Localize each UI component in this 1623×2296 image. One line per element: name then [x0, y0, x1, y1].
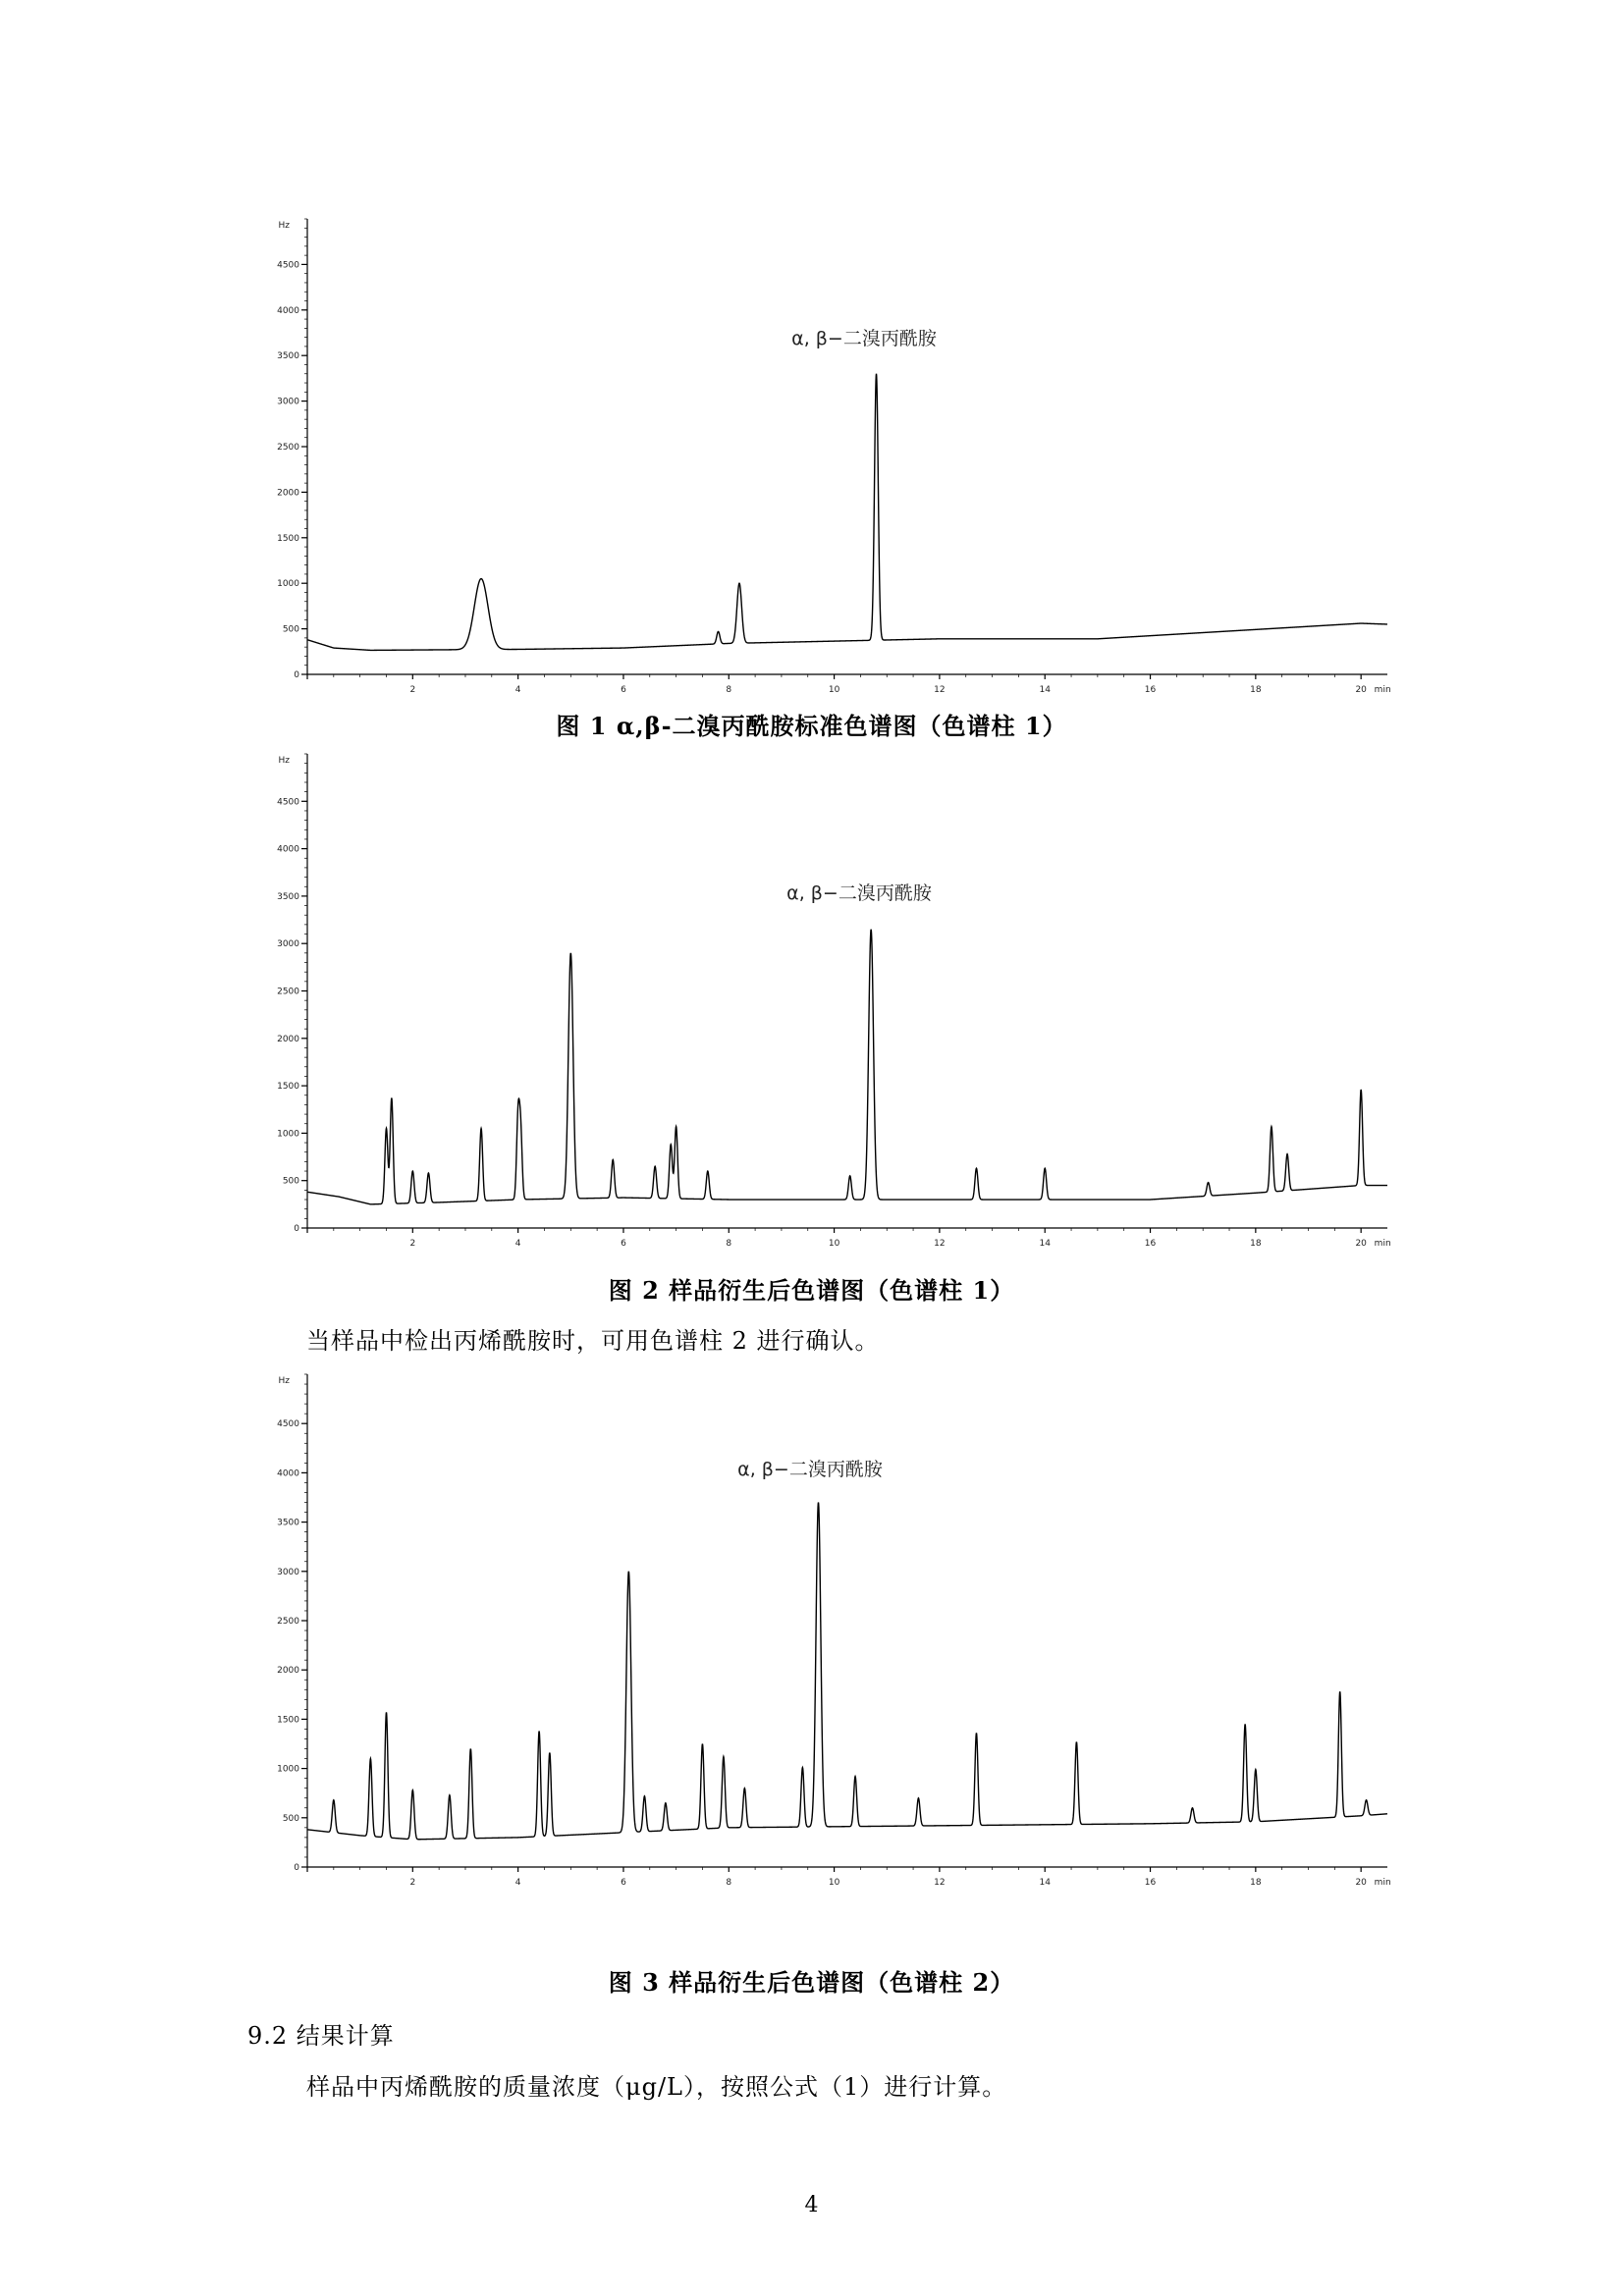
y-tick-label: 1500: [277, 1715, 299, 1726]
y-tick-label: 1000: [277, 1129, 299, 1140]
y-tick-label: 4500: [277, 260, 299, 271]
x-tick-label: 16: [1144, 1878, 1157, 1888]
y-tick-label: 3500: [277, 1518, 299, 1528]
x-tick-label: 8: [726, 1239, 732, 1249]
y-tick-label: 1500: [277, 1082, 299, 1093]
y-tick-label: 3000: [277, 1567, 299, 1577]
x-axis-unit: min: [1374, 1239, 1391, 1249]
figure-caption-1: 图 1 α,β-二溴丙酰胺标准色谱图（色谱柱 1）: [556, 712, 1067, 740]
figure-caption-2: 图 2 样品衍生后色谱图（色谱柱 1）: [608, 1276, 1015, 1305]
y-tick-label: 3000: [277, 939, 299, 950]
x-tick-label: 12: [934, 1878, 946, 1888]
x-axis-unit: min: [1374, 1878, 1391, 1888]
x-tick-label: 18: [1250, 1239, 1262, 1249]
x-tick-label: 8: [726, 685, 732, 695]
x-tick-label: 14: [1039, 1239, 1051, 1249]
confirm-paragraph: 当样品中检出丙烯酰胺时，可用色谱柱 2 进行确认。: [306, 1327, 880, 1355]
y-tick-label: 4500: [277, 1419, 299, 1430]
peak-label: α, β−二溴丙酰胺: [791, 328, 937, 349]
y-tick-label: 500: [282, 1813, 299, 1824]
x-tick-label: 14: [1039, 685, 1051, 695]
chromatogram-trace: [307, 930, 1387, 1204]
x-tick-label: 20: [1355, 1239, 1367, 1249]
y-tick-label: 2500: [277, 443, 299, 453]
x-tick-label: 16: [1144, 1239, 1157, 1249]
chromatogram-fig2: [0, 751, 1623, 1249]
y-tick-label: 4000: [277, 305, 299, 316]
x-axis-unit: min: [1374, 685, 1391, 695]
y-tick-label: 1000: [277, 1764, 299, 1775]
y-tick-label: 1000: [277, 579, 299, 590]
y-axis-unit: Hz: [278, 1376, 290, 1386]
y-tick-label: 3500: [277, 351, 299, 362]
x-tick-label: 4: [514, 1878, 521, 1888]
y-tick-label: 2000: [277, 1034, 299, 1044]
x-tick-label: 20: [1355, 685, 1367, 695]
y-tick-label: 2500: [277, 1617, 299, 1627]
figure-caption-3: 图 3 样品衍生后色谱图（色谱柱 2）: [608, 1968, 1015, 1997]
y-tick-label: 2000: [277, 1666, 299, 1677]
x-tick-label: 14: [1039, 1878, 1051, 1888]
x-tick-label: 2: [409, 685, 416, 695]
y-tick-label: 4500: [277, 797, 299, 808]
x-tick-label: 10: [828, 1878, 840, 1888]
x-tick-label: 12: [934, 1239, 946, 1249]
x-tick-label: 6: [621, 1878, 626, 1888]
section-heading: 9.2 结果计算: [247, 2022, 395, 2050]
peak-label: α, β−二溴丙酰胺: [786, 882, 932, 904]
y-tick-label: 0: [294, 670, 299, 680]
y-axis-unit: Hz: [278, 756, 290, 766]
x-tick-label: 10: [828, 685, 840, 695]
page-number: 4: [804, 2193, 819, 2217]
x-tick-label: 20: [1355, 1878, 1367, 1888]
x-tick-label: 18: [1250, 1878, 1262, 1888]
y-tick-label: 0: [294, 1863, 299, 1873]
y-tick-label: 3000: [277, 397, 299, 407]
x-tick-label: 2: [409, 1239, 416, 1249]
x-tick-label: 4: [514, 1239, 521, 1249]
x-tick-label: 6: [621, 685, 626, 695]
peak-label: α, β−二溴丙酰胺: [737, 1459, 883, 1480]
y-tick-label: 0: [294, 1224, 299, 1234]
x-tick-label: 10: [828, 1239, 840, 1249]
chromatogram-trace: [307, 1503, 1387, 1840]
chromatogram-fig1: [0, 211, 1623, 702]
y-tick-label: 2000: [277, 488, 299, 499]
x-tick-label: 16: [1144, 685, 1157, 695]
x-tick-label: 8: [726, 1878, 732, 1888]
y-tick-label: 4000: [277, 1468, 299, 1479]
y-tick-label: 500: [282, 1176, 299, 1187]
x-tick-label: 4: [514, 685, 521, 695]
x-tick-label: 12: [934, 685, 946, 695]
x-tick-label: 2: [409, 1878, 416, 1888]
y-axis-unit: Hz: [278, 221, 290, 231]
calc-paragraph: 样品中丙烯酰胺的质量浓度（μg/L），按照公式（1）进行计算。: [306, 2073, 1007, 2101]
y-tick-label: 4000: [277, 844, 299, 855]
x-tick-label: 18: [1250, 685, 1262, 695]
chromatogram-trace: [307, 374, 1387, 651]
y-tick-label: 1500: [277, 533, 299, 544]
x-tick-label: 6: [621, 1239, 626, 1249]
y-tick-label: 500: [282, 624, 299, 635]
chromatogram-fig3: [0, 1369, 1623, 1899]
y-tick-label: 3500: [277, 891, 299, 902]
y-tick-label: 2500: [277, 987, 299, 997]
